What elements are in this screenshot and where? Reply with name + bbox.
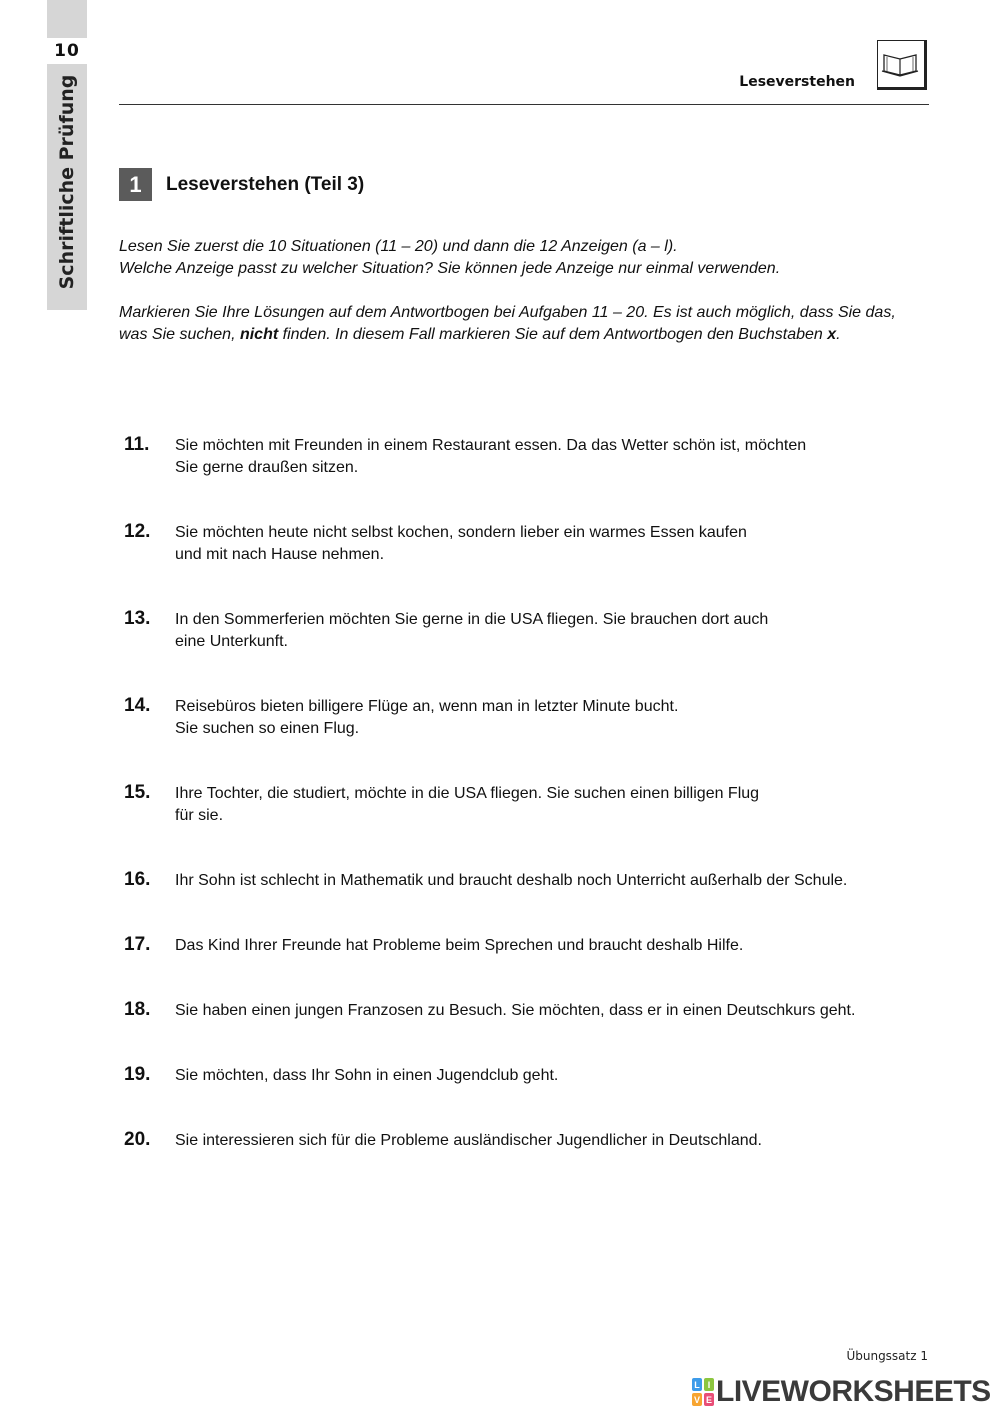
situation-item-12	[119, 521, 909, 608]
situation-item-19	[119, 1064, 909, 1129]
svg-text:L: L	[694, 1380, 700, 1390]
situation-text: Sie möchten, dass Ihr Sohn in einen Jugendclub geht.	[175, 1067, 559, 1084]
instructions-paragraph-1	[119, 236, 899, 280]
instructions-text-1: Markieren Sie Ihre Lösungen auf dem Antwortbogen bei Aufgaben 11 – 20. Es ist auch möglich, dass Sie das, was Sie suchen,	[119, 304, 896, 343]
situation-number: 12.	[124, 521, 151, 542]
logo-text: LIVEWORKSHEETS	[716, 1375, 991, 1408]
situation-item-15	[119, 782, 909, 869]
situation-item-17	[119, 934, 909, 999]
situation-number: 13.	[124, 608, 151, 629]
footer-label: Übungssatz 1	[846, 1349, 928, 1363]
situation-item-16	[119, 869, 909, 934]
situation-number: 18.	[124, 999, 151, 1020]
open-book-icon	[877, 40, 927, 90]
situation-number: 19.	[124, 1064, 151, 1085]
situation-text: Sie haben einen jungen Franzosen zu Besuch. Sie möchten, dass er in einen Deutschkurs geht.	[175, 1002, 856, 1019]
situation-list	[119, 434, 909, 1194]
section-number: 1	[119, 168, 152, 201]
instructions-text-3: .	[836, 326, 841, 343]
section-title: Leseverstehen (Teil 3)	[166, 174, 365, 195]
situation-number: 11.	[124, 434, 150, 455]
side-tab	[47, 0, 87, 310]
situation-text: In den Sommerferien möchten Sie gerne in die USA fliegen. Sie brauchen dort auch eine Unterkunft.	[175, 611, 769, 650]
svg-text:V: V	[693, 1395, 701, 1405]
logo-blocks-icon	[692, 1378, 714, 1406]
header-title: Leseverstehen	[739, 74, 855, 90]
situation-text: Reisebüros bieten billigere Flüge an, wenn man in letzter Minute bucht. Sie suchen so einen Flug.	[175, 698, 679, 737]
svg-text:E: E	[705, 1395, 713, 1405]
instructions-line-1: Lesen Sie zuerst die 10 Situationen (11 – 20) und dann die 12 Anzeigen (a – l).	[119, 238, 678, 255]
situation-number: 15.	[124, 782, 151, 803]
instructions-text-2: finden. In diesem Fall markieren Sie auf dem Antwortbogen den Buchstaben	[278, 326, 828, 343]
situation-text: Ihre Tochter, die studiert, möchte in die USA fliegen. Sie suchen einen billigen Flug für sie.	[175, 785, 760, 824]
situation-item-20	[119, 1129, 909, 1194]
situation-text: Das Kind Ihrer Freunde hat Probleme beim Sprechen und braucht deshalb Hilfe.	[175, 937, 744, 954]
situation-number: 16.	[124, 869, 151, 890]
instructions-emphasis-nicht: nicht	[239, 326, 279, 343]
situation-item-18	[119, 999, 909, 1064]
situation-number: 17.	[124, 934, 151, 955]
page-number: 10	[47, 38, 87, 64]
instructions-line-2: Welche Anzeige passt zu welcher Situation? Sie können jede Anzeige nur einmal verwenden.	[119, 260, 781, 277]
situation-number: 20.	[124, 1129, 151, 1150]
header-divider	[119, 104, 929, 105]
instructions-paragraph-2	[119, 302, 899, 346]
situation-item-11	[119, 434, 909, 521]
situation-text: Sie interessieren sich für die Probleme ausländischer Jugendlicher in Deutschland.	[175, 1132, 762, 1149]
situation-number: 14.	[124, 695, 151, 716]
svg-text:I: I	[707, 1380, 711, 1390]
situation-item-13	[119, 608, 909, 695]
situation-text: Ihr Sohn ist schlecht in Mathematik und braucht deshalb noch Unterricht außerhalb der Schule.	[175, 872, 848, 889]
situation-item-14	[119, 695, 909, 782]
instructions-emphasis-x: x	[827, 326, 837, 343]
situation-text: Sie möchten heute nicht selbst kochen, sondern lieber ein warmes Essen kaufen und mit nach Hause nehmen.	[175, 524, 747, 563]
situation-text: Sie möchten mit Freunden in einem Restaurant essen. Da das Wetter schön ist, möchten Sie gerne draußen sitzen.	[175, 437, 807, 476]
side-tab-label: Schriftliche Prüfung	[56, 74, 78, 290]
